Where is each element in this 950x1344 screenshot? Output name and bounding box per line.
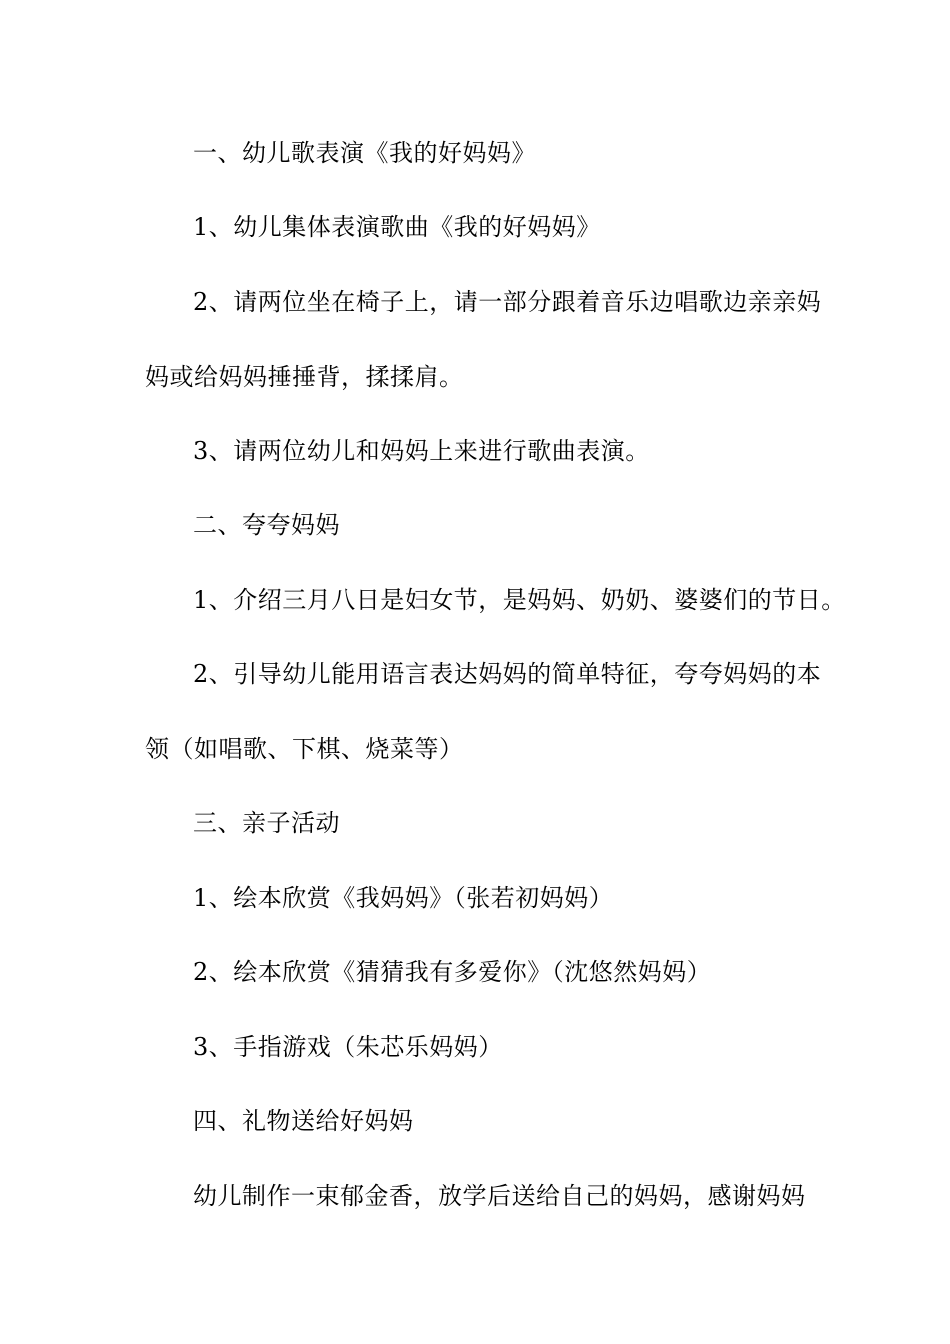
section-heading: 三、亲子活动 xyxy=(193,809,340,837)
paragraph-line: 3、手指游戏（朱芯乐妈妈） xyxy=(193,1033,503,1061)
paragraph-line: 1、幼儿集体表演歌曲《我的好妈妈》 xyxy=(193,213,601,241)
paragraph-line: 2、绘本欣赏《猜猜我有多爱你》（沈悠然妈妈） xyxy=(193,958,712,986)
paragraph-line: 1、绘本欣赏《我妈妈》（张若初妈妈） xyxy=(193,884,614,912)
paragraph-line: 幼儿制作一束郁金香，放学后送给自己的妈妈，感谢妈妈 xyxy=(193,1182,806,1210)
paragraph-line: 2、请两位坐在椅子上，请一部分跟着音乐边唱歌边亲亲妈 xyxy=(193,288,822,316)
paragraph-line: 3、请两位幼儿和妈妈上来进行歌曲表演。 xyxy=(193,437,650,465)
section-heading: 一、幼儿歌表演《我的好妈妈》 xyxy=(193,139,536,167)
paragraph-line: 1、介绍三月八日是妇女节，是妈妈、奶奶、婆婆们的节日。 xyxy=(193,586,846,614)
section-heading: 二、夸夸妈妈 xyxy=(193,511,340,539)
paragraph-line: 妈或给妈妈捶捶背，揉揉肩。 xyxy=(145,363,464,391)
paragraph-line: 领（如唱歌、下棋、烧菜等） xyxy=(145,735,464,763)
paragraph-line: 2、引导幼儿能用语言表达妈妈的简单特征，夸夸妈妈的本 xyxy=(193,660,822,688)
section-heading: 四、礼物送给好妈妈 xyxy=(193,1107,414,1135)
